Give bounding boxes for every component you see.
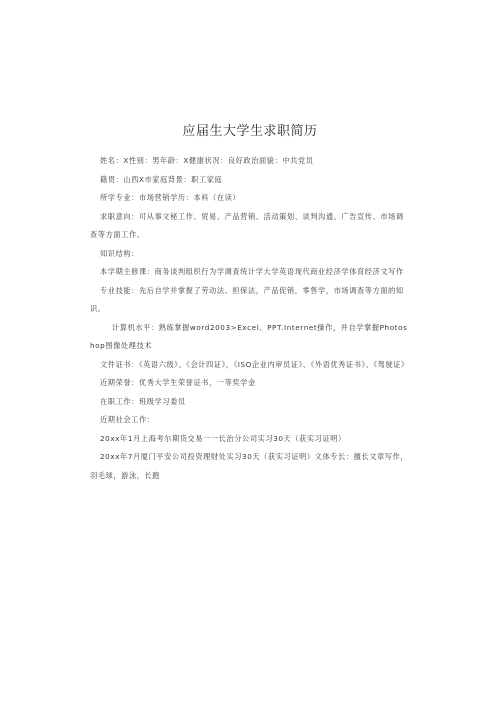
honors-line: 近期荣誉：优秀大学生荣誉证书，一等奖学金 — [100, 378, 256, 387]
hometown-line: 籍贯：山西X市家庭背景：职工家庭 — [100, 174, 223, 184]
position-line: 在职工作：班级学习委员 — [100, 396, 186, 406]
major-line: 所学专业：市场营销学历：本科（在读） — [100, 193, 241, 202]
social-work-heading: 近期社会工作： — [100, 415, 155, 424]
job-intention-line: 求职意向：可从事文秘工作、贸易、产品营销、活动策划、谈判沟通、广告宣传、市场调查等方面工作。 — [90, 211, 404, 239]
internship-line-2: 20xx年7月厦门平安公司投资理财处实习30天（获实习证明）文体专长：擅长文章写作，羽毛球，游泳，长跑 — [90, 452, 409, 480]
internship-line-1: 20xx年1月上海考尔期货交易一一长治分公司实习30天（获实习证明） — [100, 433, 346, 443]
courses-line: 本学期主修课：商务谈判组织行为学调查统计学大学英语现代商业经济学体育经济文写作 — [100, 267, 404, 276]
computer-skills-line: 计算机水平：熟练掌握word2003>Excel、PPT.Internet操作，并自学掌握Photoshop图像处理技术 — [90, 322, 408, 350]
document-title: 应届生大学生求职简历 — [182, 124, 318, 139]
skills-line: 专业技能：先后自学并掌握了劳动法、担保法，产品促销，零售学，市场调查等方面的知识。 — [90, 285, 404, 313]
knowledge-structure-heading: 知识结构： — [100, 248, 139, 258]
resume-body — [90, 152, 410, 485]
basic-info-line: 姓名：X性别：男年龄：X健康状况：良好政治面貌：中共党员 — [100, 156, 314, 165]
certificates-line: 文件证书：《英语六级》、《会计四证》，《ISO企业内审员证》、《外语优秀证书》、《驾驶证》 — [100, 359, 409, 369]
